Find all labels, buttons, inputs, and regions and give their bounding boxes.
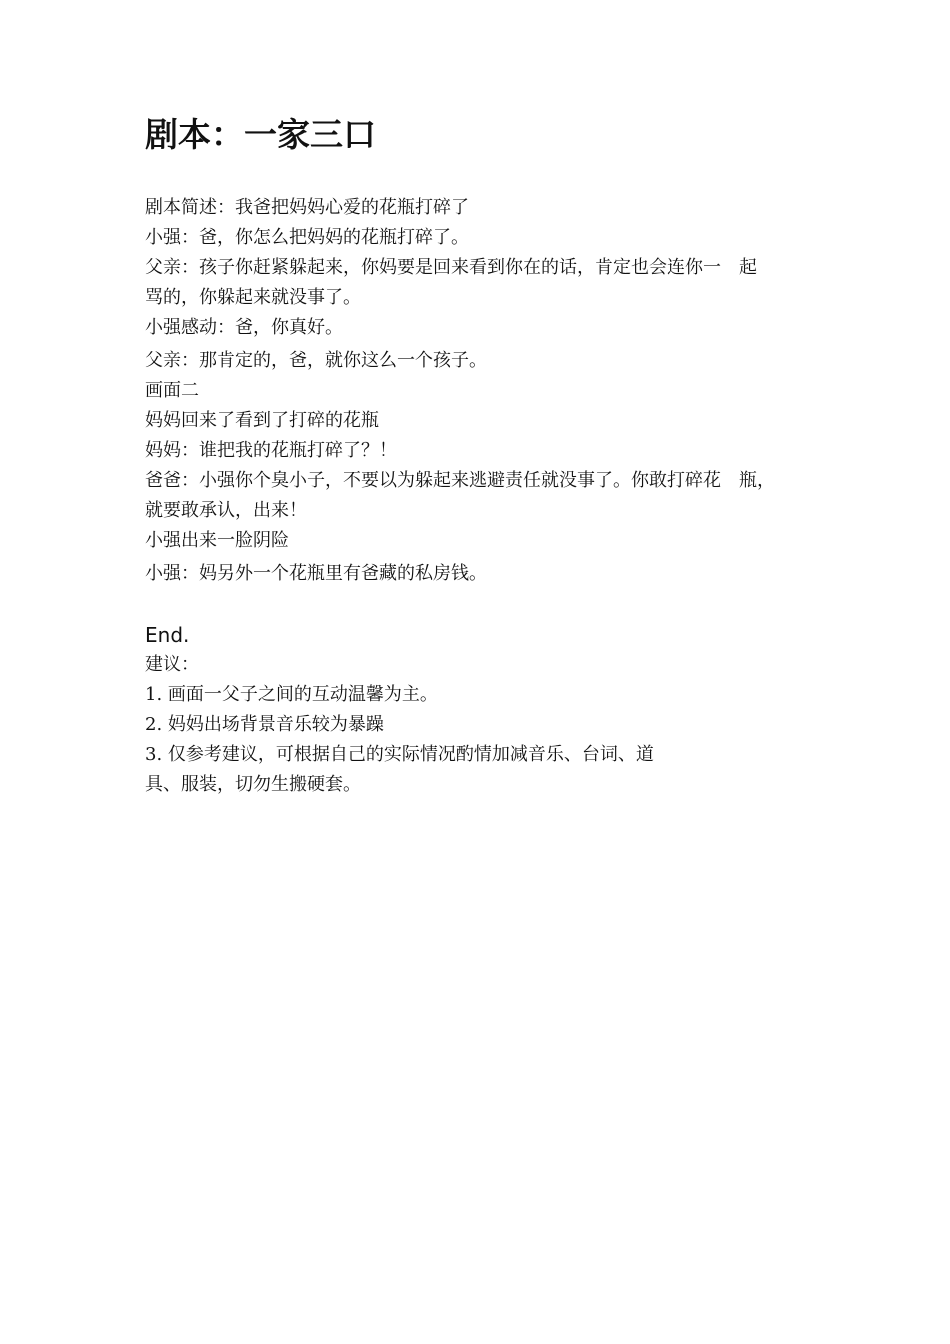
scene-heading: 画面二 — [145, 380, 199, 401]
script-line: 爸爸：小强你个臭小子，不要以为躲起来逃避责任就没事了。你敢打碎花 瓶， — [145, 470, 775, 491]
suggestions-list — [145, 680, 825, 800]
script-line: 妈妈回来了看到了打碎的花瓶 — [145, 410, 379, 431]
end-section — [145, 620, 825, 800]
suggestion-item: 具、服装，切勿生搬硬套。 — [145, 774, 361, 795]
script-line: 小强：爸，你怎么把妈妈的花瓶打碎了。 — [145, 227, 469, 248]
script-summary-line: 剧本简述：我爸把妈妈心爱的花瓶打碎了 — [145, 197, 469, 218]
document-title: 剧本：一家三口 — [145, 115, 376, 154]
script-line: 小强：妈另外一个花瓶里有爸藏的私房钱。 — [145, 563, 487, 584]
script-line: 小强感动：爸，你真好。 — [145, 317, 343, 338]
script-line: 骂的，你躲起来就没事了。 — [145, 287, 361, 308]
script-body — [145, 193, 825, 589]
script-line: 妈妈：谁把我的花瓶打碎了？！ — [145, 440, 397, 461]
suggestion-item: 2. 妈妈出场背景音乐较为暴躁 — [145, 714, 384, 735]
suggestion-item: 1. 画面一父子之间的互动温馨为主。 — [145, 684, 438, 705]
suggestions-heading: 建议： — [145, 654, 199, 675]
script-line: 小强出来一脸阴险 — [145, 530, 289, 551]
end-label: End. — [145, 623, 190, 647]
suggestion-item: 3. 仅参考建议，可根据自己的实际情况酌情加减音乐、台词、道 — [145, 744, 654, 765]
script-line: 父亲：那肯定的，爸，就你这么一个孩子。 — [145, 350, 487, 371]
script-line: 就要敢承认，出来！ — [145, 500, 307, 521]
script-line: 父亲：孩子你赶紧躲起来，你妈要是回来看到你在的话，肯定也会连你一 起 — [145, 257, 757, 278]
